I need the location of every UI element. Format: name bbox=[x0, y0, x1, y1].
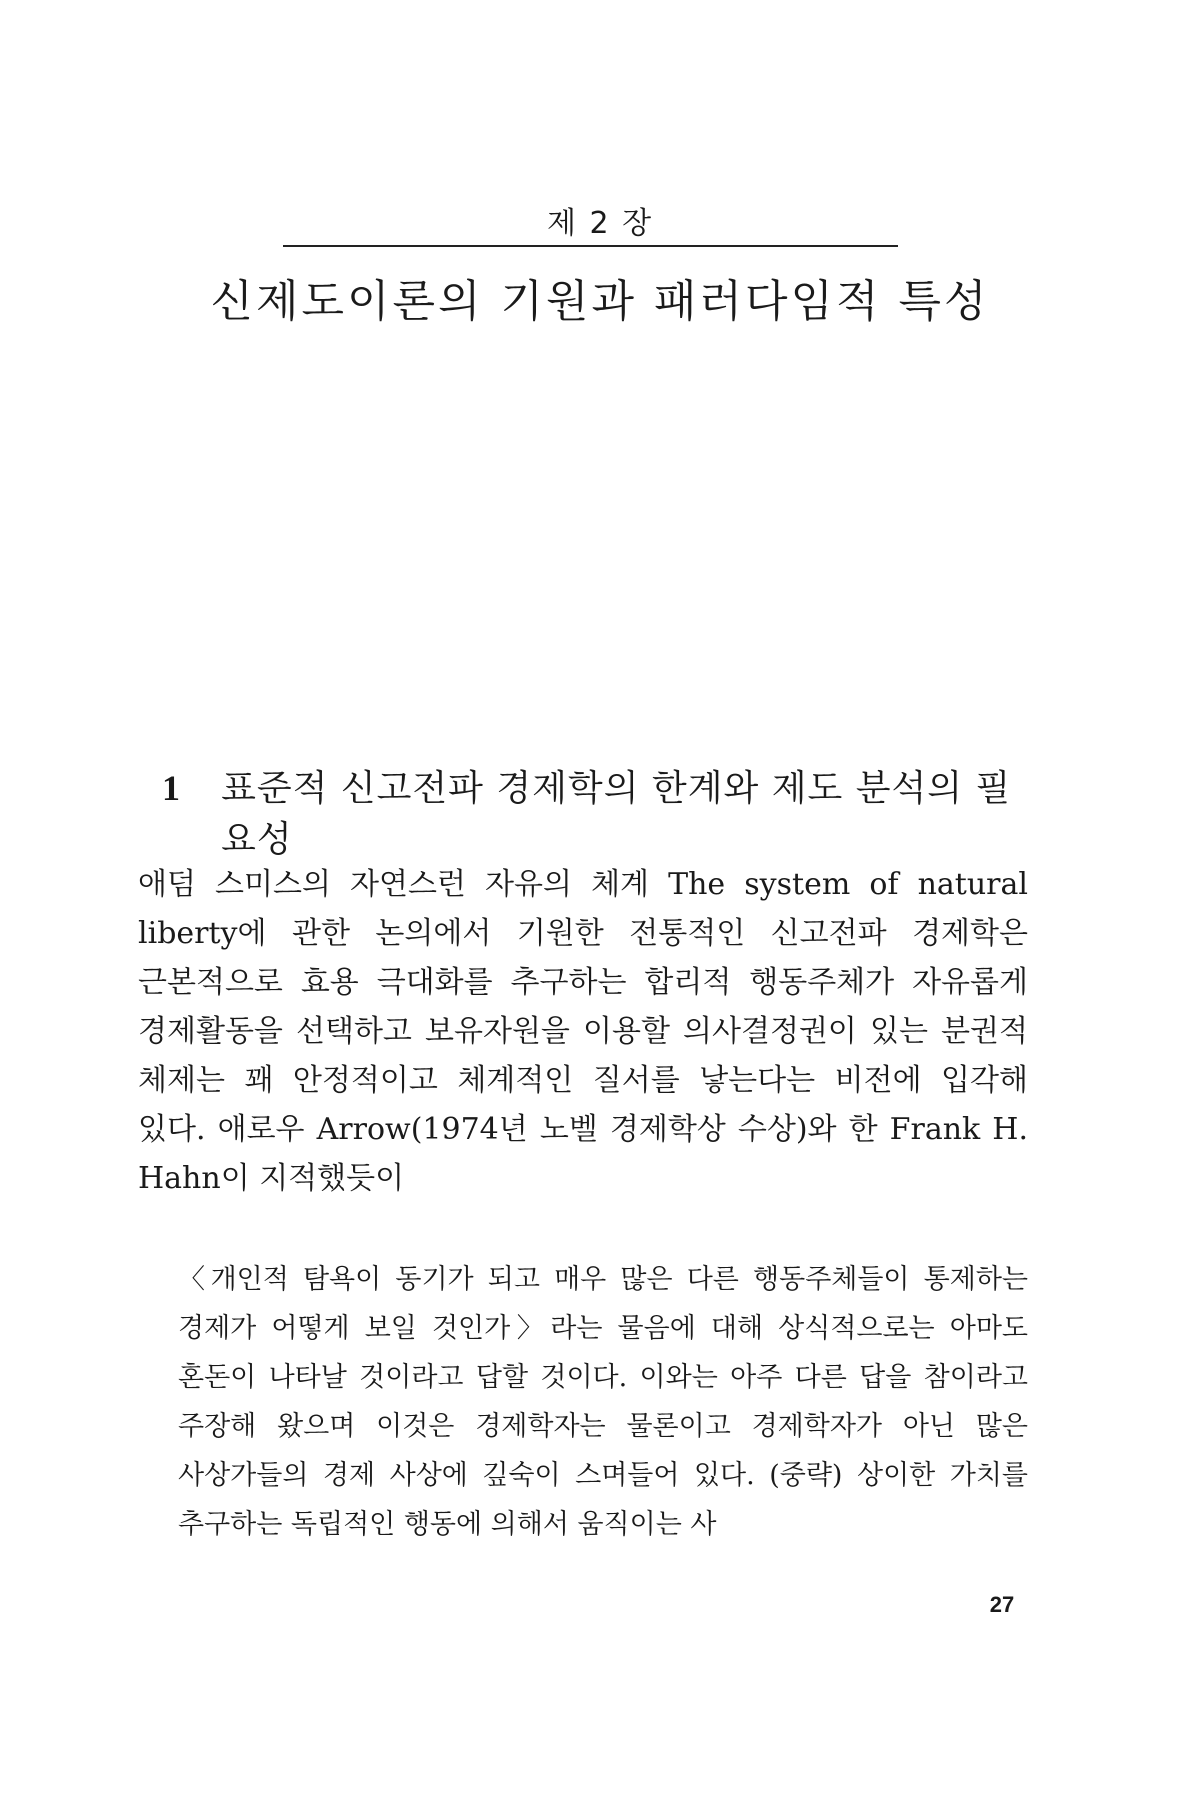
section-heading bbox=[162, 760, 1042, 862]
chapter-title: 신제도이론의 기원과 패러다임적 특성 bbox=[210, 276, 990, 327]
section-title: 표준적 신고전파 경제학의 한계와 제도 분석의 필요성 bbox=[221, 768, 1012, 860]
chapter-label: 제 2 장 bbox=[546, 206, 654, 241]
section-number: 1 bbox=[162, 768, 180, 808]
chapter-divider bbox=[283, 245, 898, 247]
page-number: 27 bbox=[989, 1592, 1015, 1617]
block-quote: 〈개인적 탐욕이 동기가 되고 매우 많은 다른 행동주체들이 통제하는 경제가 어떻게 보일 것인가〉라는 물음에 대해 상식적으로는 아마도 혼돈이 나타날 것이라고 답할 것이다. 이와는 아주 다른 답을 참이라고 주장해 왔으며 이것은 경제학자는 물론이고 경제학자가 아닌 많은 사상가들의 경제 사상에 깊숙이 스며들어 있다. (중략) 상이한 가치를 추구하는 독립적인 행동에 의해서 움직이는 사 bbox=[178, 1264, 1028, 1540]
body-paragraph: 애덤 스미스의 자연스런 자유의 체계 The system of natural liberty에 관한 논의에서 기원한 전통적인 신고전파 경제학은 근본적으로 효용 극대화를 추구하는 합리적 행동주체가 자유롭게 경제활동을 선택하고 보유자원을 이용할 의사결정권이 있는 분권적 체제는 꽤 안정적이고 체계적인 질서를 낳는다는 비전에 입각해 있다. 애로우 Arrow(1974년 노벨 경제학상 수상)와 한 Frank H. Hahn이 지적했듯이 bbox=[138, 867, 1028, 1196]
